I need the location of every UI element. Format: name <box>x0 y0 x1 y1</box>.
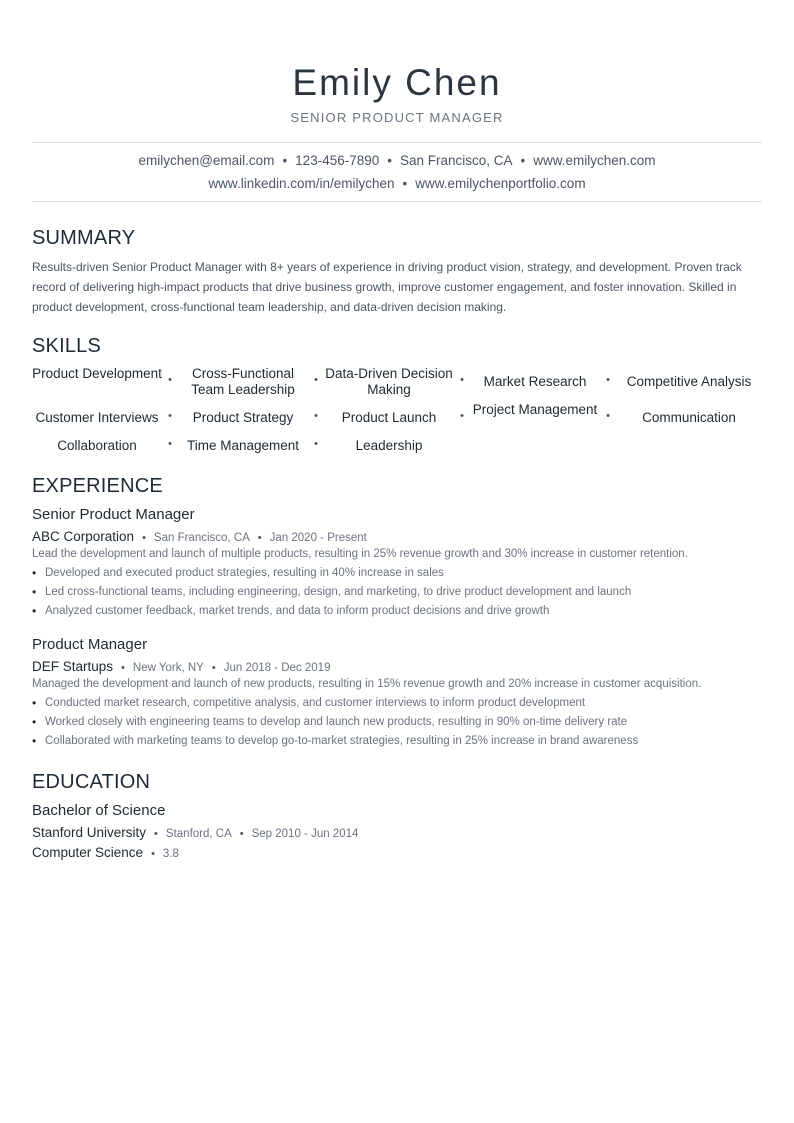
bullet-text: Conducted market research, competitive analysis, and customer interviews to inform product development <box>45 697 586 709</box>
bullet-icon: • <box>32 734 37 748</box>
summary-text: Results-driven Senior Product Manager with 8+ years of experience in driving product vision, strategy, and development. Proven track record of delivering high-impact products that drive business growth, improve customer engagement, and foster innovation. Skilled in product development, cross-functional team leadership, and data-driven decision making. <box>32 260 742 314</box>
bullet-icon: • <box>32 585 37 599</box>
bullet-icon: • <box>32 604 37 618</box>
school-name: Stanford University <box>32 825 147 840</box>
company-name: ABC Corporation <box>32 529 135 544</box>
skill-separator: • <box>168 438 172 450</box>
job-description: Managed the development and launch of new products, resulting in 15% revenue growth and 20% increase in customer acquisition. <box>32 678 702 690</box>
major-meta <box>32 845 179 860</box>
job-location: San Francisco, CA <box>153 532 250 544</box>
skills-heading: SKILLS <box>32 335 102 357</box>
company-name: DEF Startups <box>32 659 114 674</box>
phone-number: 123-456-7890 <box>295 153 380 168</box>
summary-heading: SUMMARY <box>32 227 136 249</box>
skill-separator: • <box>606 374 610 386</box>
skill-item: Product Development <box>32 366 162 381</box>
education-heading: EDUCATION <box>32 771 151 793</box>
major-name: Computer Science <box>32 845 144 860</box>
gpa-value: 3.8 <box>162 848 179 860</box>
job-meta <box>32 659 330 674</box>
job-dates: Jun 2018 - Dec 2019 <box>223 662 331 674</box>
header-top-divider <box>32 142 762 143</box>
job-bullets <box>32 564 762 621</box>
skill-item: Communication <box>642 410 736 425</box>
contact-separator: • <box>282 153 288 168</box>
skill-separator: • <box>314 374 318 386</box>
bullet-icon: • <box>32 696 37 710</box>
skill-item: Leadership <box>355 438 423 453</box>
school-location: Stanford, CA <box>165 828 232 840</box>
contact-line-1 <box>32 153 762 168</box>
skill-separator: • <box>460 410 464 422</box>
skill-item: Product Strategy <box>192 410 294 425</box>
list-item <box>32 732 762 751</box>
degree-title: Bachelor of Science <box>32 802 166 819</box>
bullet-text: Led cross-functional teams, including engineering, design, and marketing, to drive product development and launch <box>45 586 632 598</box>
skill-item: Data-Driven Decision Making <box>325 366 453 397</box>
linkedin-link[interactable]: www.linkedin.com/in/emilychen <box>208 176 395 191</box>
email-link[interactable]: emilychen@email.com <box>138 153 275 168</box>
skill-item: Project Management <box>472 402 598 417</box>
job-dates: Jan 2020 - Present <box>269 532 367 544</box>
bullet-text: Worked closely with engineering teams to develop and launch new products, resulting in 90% on-time delivery rate <box>45 716 628 728</box>
meta-separator: • <box>257 532 262 544</box>
bullet-text: Analyzed customer feedback, market trends, and data to inform product decisions and drive growth <box>45 605 550 617</box>
contact-separator: • <box>520 153 526 168</box>
meta-separator: • <box>142 532 146 544</box>
bullet-icon: • <box>32 566 37 580</box>
skill-item: Competitive Analysis <box>626 374 752 389</box>
candidate-name: Emily Chen <box>292 62 502 103</box>
skill-item: Cross-Functional Team Leadership <box>191 366 295 397</box>
bullet-text: Developed and executed product strategies, resulting in 40% increase in sales <box>45 567 444 579</box>
website-link[interactable]: www.emilychen.com <box>533 153 656 168</box>
skill-separator: • <box>168 410 172 422</box>
header-bottom-divider <box>32 201 762 202</box>
job-location: New York, NY <box>132 662 204 674</box>
skill-item: Customer Interviews <box>35 410 159 425</box>
skill-separator: • <box>314 410 318 422</box>
job-title: Product Manager <box>32 636 148 653</box>
experience-heading: EXPERIENCE <box>32 475 163 497</box>
list-item <box>32 564 762 583</box>
skill-item: Time Management <box>186 438 300 453</box>
skill-separator: • <box>460 374 464 386</box>
list-item <box>32 713 762 732</box>
candidate-title: SENIOR PRODUCT MANAGER <box>290 110 504 125</box>
job-title: Senior Product Manager <box>32 506 195 523</box>
portfolio-link[interactable]: www.emilychenportfolio.com <box>415 176 586 191</box>
education-dates: Sep 2010 - Jun 2014 <box>251 828 359 840</box>
list-item <box>32 583 762 602</box>
meta-separator: • <box>211 662 216 674</box>
job-meta <box>32 529 367 544</box>
job-description: Lead the development and launch of multiple products, resulting in 25% revenue growth and 30% increase in customer retention. <box>32 548 688 560</box>
job-bullets <box>32 694 762 751</box>
bullet-icon: • <box>32 715 37 729</box>
education-meta <box>32 825 358 840</box>
bullet-text: Collaborated with marketing teams to develop go-to-market strategies, resulting in 25% increase in brand awareness <box>45 735 639 747</box>
list-item <box>32 694 762 713</box>
meta-separator: • <box>151 848 155 860</box>
list-item <box>32 602 762 621</box>
skill-item: Market Research <box>483 374 587 389</box>
contact-separator: • <box>402 176 408 191</box>
meta-separator: • <box>239 828 244 840</box>
skill-separator: • <box>314 438 318 450</box>
contact-line-2 <box>32 176 762 191</box>
skill-item: Collaboration <box>57 438 137 453</box>
skill-separator: • <box>168 374 172 386</box>
skill-item: Product Launch <box>341 410 437 425</box>
meta-separator: • <box>154 828 158 840</box>
skill-separator: • <box>606 410 610 422</box>
meta-separator: • <box>121 662 125 674</box>
location-text: San Francisco, CA <box>399 153 513 168</box>
contact-separator: • <box>387 153 392 168</box>
